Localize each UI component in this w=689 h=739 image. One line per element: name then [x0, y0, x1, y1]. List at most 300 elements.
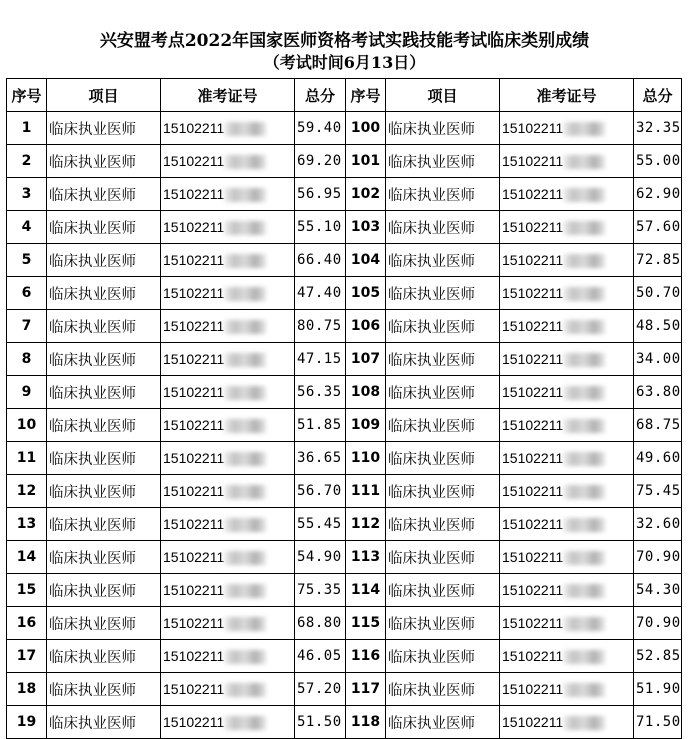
cert-number-cell-text: 15102211: [163, 185, 225, 202]
project-cell: [386, 541, 500, 574]
redacted-digits: [563, 419, 605, 433]
project-cell-text: 临床执业医师: [388, 484, 475, 501]
score-cell: [634, 541, 682, 574]
score-cell: [295, 145, 346, 178]
seq-cell: [346, 211, 386, 244]
score-cell: [295, 310, 346, 343]
score-cell-text: 66.40: [297, 252, 342, 268]
score-cell: [634, 508, 682, 541]
seq-cell: [346, 541, 386, 574]
cert-number-cell: [500, 244, 634, 277]
seq-cell: [346, 145, 386, 178]
cert-number-cell-text: 15102211: [502, 515, 564, 532]
seq-cell: [7, 376, 47, 409]
score-cell: [634, 442, 682, 475]
seq-cell-text: 15: [16, 582, 37, 598]
cert-number-cell: [500, 673, 634, 706]
project-cell: [386, 673, 500, 706]
score-cell-text: 52.85: [636, 648, 681, 664]
seq-cell-text: 113: [350, 549, 381, 565]
cert-number-cell-text: 15102211: [502, 614, 564, 631]
seq-cell-text: 114: [350, 582, 381, 598]
seq-cell: [346, 607, 386, 640]
seq-cell: [7, 706, 47, 739]
cert-number-cell: [500, 211, 634, 244]
table-row: [7, 706, 682, 739]
cert-number-cell: [161, 409, 295, 442]
seq-cell: [7, 145, 47, 178]
cert-number-cell-text: 15102211: [502, 218, 564, 235]
project-cell: [386, 706, 500, 739]
table-row: [7, 112, 682, 145]
cert-number-cell-text: 15102211: [163, 581, 225, 598]
seq-cell-text: 110: [350, 450, 381, 466]
redacted-digits: [224, 551, 266, 565]
seq-cell-text: 104: [350, 252, 381, 268]
seq-cell: [346, 475, 386, 508]
redacted-digits: [224, 155, 266, 169]
cert-number-cell-text: 15102211: [502, 647, 564, 664]
score-cell-text: 56.35: [297, 384, 342, 400]
cert-number-cell-text: 15102211: [163, 350, 225, 367]
score-cell: [295, 673, 346, 706]
score-cell-text: 57.20: [297, 681, 342, 697]
project-cell-text: 临床执业医师: [388, 715, 475, 732]
project-cell-text: 临床执业医师: [388, 121, 475, 138]
cert-number-cell: [500, 409, 634, 442]
table-row: [7, 508, 682, 541]
redacted-digits: [224, 353, 266, 367]
project-cell-text: 临床执业医师: [388, 385, 475, 402]
project-cell-text: 临床执业医师: [388, 451, 475, 468]
cert-number-cell-text: 15102211: [502, 548, 564, 565]
cert-number-cell: [161, 673, 295, 706]
seq-cell-text: 100: [350, 120, 381, 136]
score-cell-text: 72.85: [636, 252, 681, 268]
score-cell-text: 70.90: [636, 549, 681, 565]
project-cell: [47, 541, 161, 574]
seq-cell: [346, 376, 386, 409]
seq-cell: [346, 673, 386, 706]
redacted-digits: [563, 584, 605, 598]
project-cell: [386, 178, 500, 211]
project-cell: [47, 574, 161, 607]
cert-number-cell: [500, 343, 634, 376]
project-cell-text: 临床执业医师: [388, 154, 475, 171]
project-cell-text: 临床执业医师: [49, 154, 136, 171]
seq-cell: [346, 574, 386, 607]
table-row: [7, 640, 682, 673]
cert-number-cell-text: 15102211: [502, 416, 564, 433]
score-cell: [295, 112, 346, 145]
seq-cell-text: 118: [350, 714, 381, 730]
page-subtitle: （考试时间6月13日）: [263, 53, 426, 72]
redacted-digits: [224, 386, 266, 400]
seq-cell-text: 19: [16, 714, 37, 730]
project-cell: [386, 475, 500, 508]
cert-number-cell: [161, 640, 295, 673]
table-row: [7, 310, 682, 343]
redacted-digits: [224, 716, 266, 730]
score-cell: [295, 706, 346, 739]
project-cell: [47, 376, 161, 409]
table-row: [7, 541, 682, 574]
score-cell: [634, 607, 682, 640]
seq-cell: [7, 574, 47, 607]
redacted-digits: [563, 221, 605, 235]
redacted-digits: [224, 287, 266, 301]
seq-cell: [7, 409, 47, 442]
cert-number-cell: [500, 112, 634, 145]
seq-cell-text: 13: [16, 516, 37, 532]
project-cell: [47, 607, 161, 640]
cert-number-cell-text: 15102211: [502, 383, 564, 400]
score-cell: [295, 508, 346, 541]
cert-number-cell: [500, 706, 634, 739]
score-cell: [295, 607, 346, 640]
project-cell-text: 临床执业医师: [49, 121, 136, 138]
table-header-row: [7, 79, 682, 112]
redacted-digits: [563, 650, 605, 664]
project-cell: [47, 409, 161, 442]
score-cell-text: 51.90: [636, 681, 681, 697]
cert-number-cell-text: 15102211: [163, 548, 225, 565]
score-cell-text: 32.35: [636, 120, 681, 136]
project-cell: [386, 277, 500, 310]
score-cell: [634, 112, 682, 145]
seq-cell-text: 109: [350, 417, 381, 433]
cert-number-cell-text: 15102211: [163, 680, 225, 697]
project-cell: [47, 673, 161, 706]
score-cell: [295, 541, 346, 574]
cert-number-cell: [500, 475, 634, 508]
project-cell: [47, 475, 161, 508]
redacted-digits: [224, 320, 266, 334]
score-cell: [295, 277, 346, 310]
project-cell-text: 临床执业医师: [49, 418, 136, 435]
redacted-digits: [224, 254, 266, 268]
seq-cell-text: 11: [16, 450, 37, 466]
score-cell: [634, 673, 682, 706]
score-cell-text: 71.50: [636, 714, 681, 730]
redacted-digits: [224, 584, 266, 598]
seq-cell: [346, 310, 386, 343]
seq-cell: [346, 706, 386, 739]
cert-number-cell-text: 15102211: [163, 449, 225, 466]
header-project: 项目: [386, 79, 500, 112]
seq-cell: [7, 211, 47, 244]
seq-cell-text: 105: [350, 285, 381, 301]
header-score: 总分: [634, 79, 682, 112]
score-cell-text: 32.60: [636, 516, 681, 532]
project-cell: [386, 343, 500, 376]
redacted-digits: [224, 452, 266, 466]
cert-number-cell: [500, 145, 634, 178]
cert-number-cell: [161, 112, 295, 145]
project-cell: [47, 442, 161, 475]
cert-number-cell-text: 15102211: [502, 317, 564, 334]
project-cell-text: 临床执业医师: [388, 220, 475, 237]
project-cell-text: 临床执业医师: [388, 550, 475, 567]
project-cell: [47, 508, 161, 541]
cert-number-cell-text: 15102211: [163, 482, 225, 499]
redacted-digits: [563, 353, 605, 367]
cert-number-cell-text: 15102211: [163, 713, 225, 730]
score-cell: [634, 145, 682, 178]
score-cell: [634, 277, 682, 310]
cert-number-cell-text: 15102211: [163, 647, 225, 664]
score-cell-text: 36.65: [297, 450, 342, 466]
redacted-digits: [224, 485, 266, 499]
project-cell-text: 临床执业医师: [49, 616, 136, 633]
score-cell: [295, 640, 346, 673]
project-cell-text: 临床执业医师: [388, 418, 475, 435]
table-row: [7, 376, 682, 409]
score-cell-text: 54.30: [636, 582, 681, 598]
redacted-digits: [563, 518, 605, 532]
project-cell-text: 临床执业医师: [388, 352, 475, 369]
seq-cell: [346, 640, 386, 673]
cert-number-cell-text: 15102211: [163, 284, 225, 301]
cert-number-cell-text: 15102211: [502, 350, 564, 367]
seq-cell-text: 2: [21, 153, 32, 169]
score-cell: [295, 211, 346, 244]
project-cell-text: 临床执业医师: [49, 220, 136, 237]
seq-cell-text: 108: [350, 384, 381, 400]
table-row: [7, 277, 682, 310]
score-cell: [634, 475, 682, 508]
redacted-digits: [563, 716, 605, 730]
cert-number-cell-text: 15102211: [163, 416, 225, 433]
project-cell-text: 临床执业医师: [49, 550, 136, 567]
score-cell: [634, 343, 682, 376]
cert-number-cell: [161, 244, 295, 277]
score-cell-text: 69.20: [297, 153, 342, 169]
table-row: [7, 145, 682, 178]
redacted-digits: [563, 254, 605, 268]
header-cert: 准考证号: [500, 79, 634, 112]
project-cell: [47, 112, 161, 145]
project-cell-text: 临床执业医师: [49, 385, 136, 402]
project-cell-text: 临床执业医师: [388, 517, 475, 534]
score-cell: [295, 409, 346, 442]
table-row: [7, 178, 682, 211]
project-cell-text: 临床执业医师: [49, 319, 136, 336]
score-cell-text: 50.70: [636, 285, 681, 301]
score-cell: [634, 310, 682, 343]
project-cell: [47, 310, 161, 343]
cert-number-cell: [500, 376, 634, 409]
header-seq: 序号: [7, 79, 47, 112]
score-cell-text: 62.90: [636, 186, 681, 202]
seq-cell-text: 106: [350, 318, 381, 334]
score-cell: [295, 574, 346, 607]
seq-cell: [7, 640, 47, 673]
seq-cell: [7, 277, 47, 310]
project-cell: [386, 607, 500, 640]
redacted-digits: [224, 650, 266, 664]
cert-number-cell: [500, 178, 634, 211]
seq-cell-text: 9: [21, 384, 32, 400]
cert-number-cell: [161, 442, 295, 475]
cert-number-cell: [500, 607, 634, 640]
cert-number-cell: [500, 508, 634, 541]
redacted-digits: [563, 617, 605, 631]
score-cell-text: 55.45: [297, 516, 342, 532]
cert-number-cell: [500, 541, 634, 574]
table-row: [7, 409, 682, 442]
seq-cell-text: 4: [21, 219, 32, 235]
score-cell-text: 47.40: [297, 285, 342, 301]
redacted-digits: [563, 551, 605, 565]
score-cell-text: 51.85: [297, 417, 342, 433]
cert-number-cell: [161, 178, 295, 211]
score-cell: [295, 442, 346, 475]
seq-cell: [7, 475, 47, 508]
score-cell-text: 75.35: [297, 582, 342, 598]
cert-number-cell: [161, 706, 295, 739]
score-cell: [634, 574, 682, 607]
project-cell-text: 临床执业医师: [388, 682, 475, 699]
project-cell: [386, 376, 500, 409]
seq-cell-text: 117: [350, 681, 381, 697]
seq-cell: [7, 244, 47, 277]
header-project: 项目: [47, 79, 161, 112]
project-cell-text: 临床执业医师: [49, 187, 136, 204]
project-cell-text: 临床执业医师: [388, 583, 475, 600]
cert-number-cell-text: 15102211: [163, 152, 225, 169]
seq-cell-text: 17: [16, 648, 37, 664]
table-row: [7, 475, 682, 508]
project-cell-text: 临床执业医师: [388, 286, 475, 303]
score-cell: [634, 244, 682, 277]
cert-number-cell-text: 15102211: [502, 713, 564, 730]
score-cell: [634, 409, 682, 442]
score-cell-text: 54.90: [297, 549, 342, 565]
score-cell: [634, 211, 682, 244]
project-cell-text: 临床执业医师: [388, 187, 475, 204]
seq-cell-text: 107: [350, 351, 381, 367]
cert-number-cell-text: 15102211: [502, 449, 564, 466]
cert-number-cell-text: 15102211: [502, 185, 564, 202]
cert-number-cell: [161, 607, 295, 640]
header-score: 总分: [295, 79, 346, 112]
seq-cell: [346, 409, 386, 442]
seq-cell-text: 3: [21, 186, 32, 202]
project-cell-text: 临床执业医师: [49, 451, 136, 468]
project-cell: [47, 211, 161, 244]
table-row: [7, 211, 682, 244]
score-cell-text: 70.90: [636, 615, 681, 631]
seq-cell-text: 8: [21, 351, 32, 367]
score-cell: [295, 376, 346, 409]
seq-cell-text: 111: [350, 483, 381, 499]
score-cell-text: 75.45: [636, 483, 681, 499]
score-cell-text: 56.70: [297, 483, 342, 499]
score-cell: [634, 640, 682, 673]
cert-number-cell: [161, 277, 295, 310]
score-cell: [295, 343, 346, 376]
score-cell-text: 57.60: [636, 219, 681, 235]
redacted-digits: [224, 518, 266, 532]
project-cell: [386, 508, 500, 541]
project-cell-text: 临床执业医师: [388, 649, 475, 666]
seq-cell-text: 5: [21, 252, 32, 268]
seq-cell: [346, 178, 386, 211]
seq-cell: [346, 508, 386, 541]
redacted-digits: [224, 617, 266, 631]
project-cell-text: 临床执业医师: [49, 484, 136, 501]
project-cell: [47, 343, 161, 376]
project-cell-text: 临床执业医师: [49, 583, 136, 600]
score-cell-text: 51.50: [297, 714, 342, 730]
score-cell-text: 55.00: [636, 153, 681, 169]
seq-cell-text: 6: [21, 285, 32, 301]
score-cell-text: 80.75: [297, 318, 342, 334]
seq-cell: [7, 343, 47, 376]
cert-number-cell: [500, 640, 634, 673]
project-cell: [386, 145, 500, 178]
score-cell-text: 49.60: [636, 450, 681, 466]
seq-cell: [346, 277, 386, 310]
redacted-digits: [563, 122, 605, 136]
project-cell: [47, 244, 161, 277]
table-row: [7, 442, 682, 475]
seq-cell-text: 12: [16, 483, 37, 499]
seq-cell-text: 10: [16, 417, 37, 433]
seq-cell-text: 16: [16, 615, 37, 631]
project-cell-text: 临床执业医师: [388, 616, 475, 633]
seq-cell: [7, 541, 47, 574]
seq-cell-text: 103: [350, 219, 381, 235]
redacted-digits: [563, 188, 605, 202]
redacted-digits: [563, 452, 605, 466]
seq-cell-text: 116: [350, 648, 381, 664]
project-cell-text: 临床执业医师: [49, 253, 136, 270]
page-title: 兴安盟考点2022年国家医师资格考试实践技能考试临床类别成绩: [99, 31, 590, 51]
cert-number-cell-text: 15102211: [163, 317, 225, 334]
project-cell: [47, 178, 161, 211]
seq-cell-text: 18: [16, 681, 37, 697]
score-cell: [295, 244, 346, 277]
redacted-digits: [563, 683, 605, 697]
cert-number-cell: [161, 508, 295, 541]
project-cell: [386, 409, 500, 442]
table-row: [7, 574, 682, 607]
cert-number-cell-text: 15102211: [163, 119, 225, 136]
cert-number-cell-text: 15102211: [163, 251, 225, 268]
project-cell: [386, 244, 500, 277]
project-cell-text: 临床执业医师: [49, 352, 136, 369]
score-cell-text: 34.00: [636, 351, 681, 367]
score-cell-text: 46.05: [297, 648, 342, 664]
cert-number-cell-text: 15102211: [502, 482, 564, 499]
seq-cell: [7, 508, 47, 541]
redacted-digits: [224, 419, 266, 433]
cert-number-cell-text: 15102211: [163, 218, 225, 235]
project-cell-text: 临床执业医师: [49, 517, 136, 534]
project-cell: [386, 310, 500, 343]
seq-cell-text: 14: [16, 549, 37, 565]
table-row: [7, 673, 682, 706]
seq-cell: [346, 244, 386, 277]
seq-cell: [7, 442, 47, 475]
cert-number-cell-text: 15102211: [502, 680, 564, 697]
cert-number-cell-text: 15102211: [163, 614, 225, 631]
cert-number-cell: [161, 211, 295, 244]
redacted-digits: [563, 386, 605, 400]
redacted-digits: [563, 485, 605, 499]
